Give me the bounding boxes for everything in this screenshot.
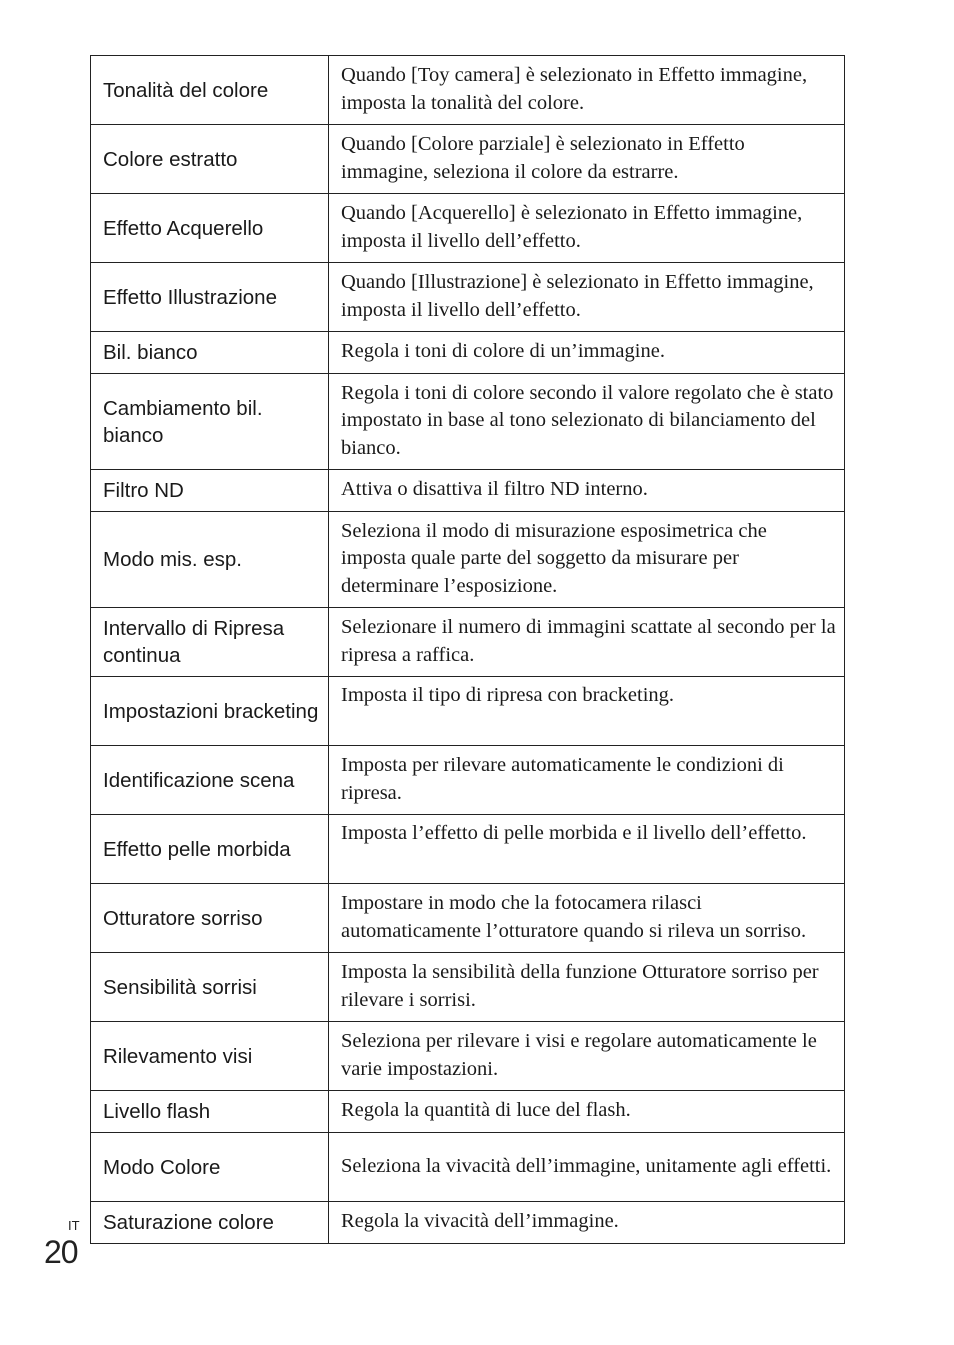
page-number: 20	[44, 1234, 78, 1270]
setting-description: Seleziona per rilevare i visi e regolare automaticamente le varie impostazioni.	[329, 1022, 845, 1091]
setting-description: Regola la quantità di luce del flash.	[329, 1091, 845, 1133]
table-row	[91, 608, 845, 677]
settings-table	[90, 55, 845, 1244]
table-row	[91, 194, 845, 263]
table-row	[91, 1133, 845, 1202]
table-row	[91, 1022, 845, 1091]
table-row	[91, 125, 845, 194]
setting-description: Regola i toni di colore secondo il valore regolato che è stato impostato in base al tono selezionato di bilanciamento del bianco.	[329, 374, 845, 470]
setting-term: Sensibilità sorrisi	[91, 953, 329, 1022]
table-row	[91, 263, 845, 332]
table-row	[91, 1202, 845, 1244]
setting-description: Selezionare il numero di immagini scattate al secondo per la ripresa a raffica.	[329, 608, 845, 677]
table-row	[91, 1091, 845, 1133]
setting-term: Livello flash	[91, 1091, 329, 1133]
table-row	[91, 374, 845, 470]
setting-term: Filtro ND	[91, 470, 329, 512]
setting-term: Impostazioni bracketing	[91, 677, 329, 746]
setting-description: Seleziona la vivacità dell’immagine, unitamente agli effetti.	[329, 1133, 845, 1202]
setting-term: Effetto Illustrazione	[91, 263, 329, 332]
setting-term: Colore estratto	[91, 125, 329, 194]
setting-description: Impostare in modo che la fotocamera rilasci automaticamente l’otturatore quando si rileva un sorriso.	[329, 884, 845, 953]
setting-description: Quando [Acquerello] è selezionato in Effetto immagine, imposta il livello dell’effetto.	[329, 194, 845, 263]
table-row	[91, 332, 845, 374]
setting-description: Seleziona il modo di misurazione esposimetrica che imposta quale parte del soggetto da misurare per determinare l’esposizione.	[329, 512, 845, 608]
setting-term: Intervallo di Ripresa continua	[91, 608, 329, 677]
table-row	[91, 677, 845, 746]
setting-description: Quando [Toy camera] è selezionato in Effetto immagine, imposta la tonalità del colore.	[329, 56, 845, 125]
table-row	[91, 470, 845, 512]
setting-description: Imposta l’effetto di pelle morbida e il livello dell’effetto.	[329, 815, 845, 884]
setting-description: Attiva o disattiva il filtro ND interno.	[329, 470, 845, 512]
setting-description: Regola la vivacità dell’immagine.	[329, 1202, 845, 1244]
setting-term: Cambiamento bil. bianco	[91, 374, 329, 470]
setting-term: Effetto pelle morbida	[91, 815, 329, 884]
setting-description: Imposta il tipo di ripresa con bracketing.	[329, 677, 845, 746]
setting-term: Rilevamento visi	[91, 1022, 329, 1091]
table-row	[91, 512, 845, 608]
setting-term: Otturatore sorriso	[91, 884, 329, 953]
setting-term: Tonalità del colore	[91, 56, 329, 125]
table-row	[91, 884, 845, 953]
language-code: IT	[68, 1218, 80, 1233]
setting-term: Identificazione scena	[91, 746, 329, 815]
setting-term: Modo Colore	[91, 1133, 329, 1202]
setting-description: Quando [Illustrazione] è selezionato in Effetto immagine, imposta il livello dell’effetto.	[329, 263, 845, 332]
table-row	[91, 953, 845, 1022]
setting-term: Bil. bianco	[91, 332, 329, 374]
setting-description: Regola i toni di colore di un’immagine.	[329, 332, 845, 374]
setting-term: Modo mis. esp.	[91, 512, 329, 608]
setting-term: Saturazione colore	[91, 1202, 329, 1244]
setting-description: Quando [Colore parziale] è selezionato in Effetto immagine, seleziona il colore da estrarre.	[329, 125, 845, 194]
setting-term: Effetto Acquerello	[91, 194, 329, 263]
table-row	[91, 815, 845, 884]
table-row	[91, 746, 845, 815]
setting-description: Imposta la sensibilità della funzione Otturatore sorriso per rilevare i sorrisi.	[329, 953, 845, 1022]
table-row	[91, 56, 845, 125]
setting-description: Imposta per rilevare automaticamente le condizioni di ripresa.	[329, 746, 845, 815]
